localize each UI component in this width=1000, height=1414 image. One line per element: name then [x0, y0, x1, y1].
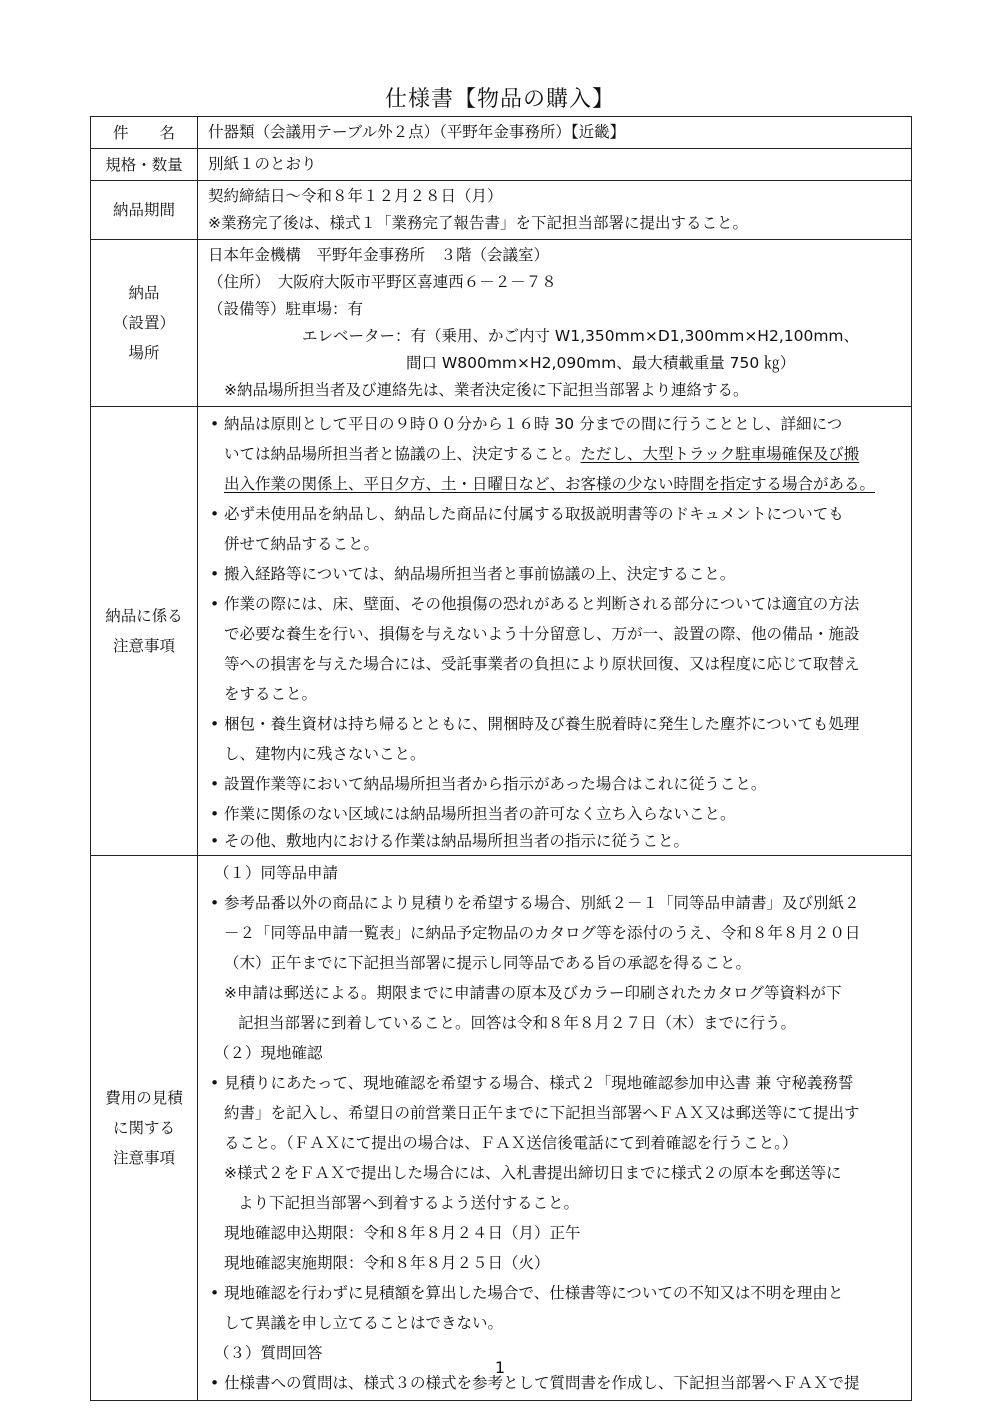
table-row [91, 181, 912, 240]
place-line: ※納品場所担当者及び連絡先は、業者決定後に下記担当部署より連絡する。 [224, 381, 749, 399]
label-estimate-3: 注意事項 [112, 1149, 175, 1167]
place-line: （住所） 大阪府大阪市平野区喜連西６－２－７８ [208, 273, 557, 291]
label-spec: 規格・数量 [91, 149, 198, 181]
place-line: （設備等）駐車場：有 [208, 300, 364, 318]
label-place-2: （設置） [112, 314, 175, 332]
period-line: 契約締結日～令和８年１２月２８日（月） [208, 187, 503, 205]
label-estimate-1: 費用の見積 [105, 1089, 183, 1107]
page-title: 仕様書【物品の購入】 [384, 87, 615, 112]
label-place-1: 納品 [128, 284, 160, 302]
list-item-cont: 併せて納品すること。 [224, 535, 380, 553]
note: ※申請は郵送による。期限までに申請書の原本及びカラー印刷されたカタログ等資料が下 [224, 984, 842, 1002]
list-item: • 搬入経路等については、納品場所担当者と事前協議の上、決定すること。 [208, 559, 905, 589]
label-delivery-2: 注意事項 [112, 637, 175, 655]
label-estimate [91, 856, 198, 1401]
list-item: • その他、敷地内における作業は納品場所担当者の指示に従うこと。 [208, 829, 905, 853]
place-line: 間口 W800mm×H2,090mm、最大積載重量 750 ㎏） [406, 354, 796, 372]
label-delivery [91, 407, 198, 856]
value-delivery [198, 407, 912, 856]
place-line: エレベーター：有（乗用、かご内寸 W1,350mm×D1,300mm×H2,100mm、 [302, 327, 860, 345]
label-place-3: 場所 [128, 344, 160, 362]
list-item: • 見積りにあたって、現地確認を希望する場合、様式２「現地確認参加申込書 兼 守秘義務誓 [208, 1068, 905, 1098]
deadline-visit: 現地確認実施期限：令和８年８月２５日（火） [224, 1254, 550, 1272]
list-item-cont [208, 469, 905, 499]
spec-table [90, 116, 912, 1401]
list-item-cont: して異議を申し立てることはできない。 [224, 1314, 504, 1332]
section-heading: （１）同等品申請 [214, 864, 339, 882]
list-item: • 納品は原則として平日の９時００分から１６時 30 分までの間に行うこととし、詳細につ [208, 409, 905, 439]
list-item-cont: をすること。 [224, 685, 318, 703]
section-heading: （３）質問回答 [214, 1344, 323, 1362]
list-item-cont: －２「同等品申請一覧表」に納品予定物品のカタログ等を添付のうえ、令和８年８月２０日 [224, 924, 861, 942]
underlined-text: 出入作業の関係上、平日夕方、土・日曜日など、お客様の少ない時間を指定する場合がある。 [224, 475, 876, 493]
list-item: • 作業に関係のない区域には納品場所担当者の許可なく立ち入らないこと。 [208, 799, 905, 829]
value-place [198, 240, 912, 407]
spec-text: 別紙１のとおり [208, 155, 317, 173]
list-item: • 作業の際には、床、壁面、その他損傷の恐れがあると判断される部分については適宜の方法 [208, 589, 905, 619]
underlined-text: ただし、大型トラック駐車場確保及び搬 [580, 445, 860, 463]
label-place [91, 240, 198, 407]
list-item: • 現地確認を行わずに見積額を算出した場合で、仕様書等についての不知又は不明を理由と [208, 1278, 905, 1308]
label-delivery-1: 納品に係る [105, 607, 183, 625]
label-name: 件 名 [91, 117, 198, 149]
list-item-cont: 等への損害を与えた場合には、受託事業者の負担により原状回復、又は程度に応じて取替え [224, 655, 860, 673]
place-line: 日本年金機構 平野年金事務所 ３階（会議室） [208, 246, 550, 264]
list-item-cont: し、建物内に残さないこと。 [224, 745, 426, 763]
list-item-cont: （木）正午までに下記担当部署に提示し同等品である旨の承認を得ること。 [224, 954, 752, 972]
table-row [91, 407, 912, 856]
deadline-apply: 現地確認申込期限：令和８年８月２４日（月）正午 [224, 1224, 581, 1242]
item-name-text: 什器類（会議用テーブル外２点）（平野年金事務所）【近畿】 [208, 123, 626, 141]
label-period: 納品期間 [91, 181, 198, 240]
section-heading: （２）現地確認 [214, 1044, 323, 1062]
period-note: ※業務完了後は、様式１「業務完了報告書」を下記担当部署に提出すること。 [208, 214, 748, 232]
value-spec [198, 149, 912, 181]
list-item: • 設置作業等において納品場所担当者から指示があった場合はこれに従うこと。 [208, 769, 905, 799]
note-cont: より下記担当部署へ到着するよう送付すること。 [238, 1194, 580, 1212]
value-period [198, 181, 912, 240]
label-estimate-2: に関する [112, 1119, 175, 1137]
value-estimate [198, 856, 912, 1401]
list-item: • 参考品番以外の商品により見積りを希望する場合、別紙２－１「同等品申請書」及び別紙２ [208, 888, 905, 918]
list-item-cont [208, 439, 905, 469]
list-item: • 仕様書への質問は、様式３の様式を参考として質問書を作成し、下記担当部署へＦＡＸで提 [208, 1368, 905, 1398]
note-cont: 記担当部署に到着していること。回答は令和８年８月２７日（木）までに行う。 [238, 1014, 797, 1032]
list-item: • 梱包・養生資材は持ち帰るとともに、開梱時及び養生脱着時に発生した塵芥についても処理 [208, 709, 905, 739]
value-name [198, 117, 912, 149]
list-item-text: いては納品場所担当者と協議の上、決定すること。 [224, 445, 581, 463]
table-row [91, 117, 912, 149]
list-item-cont: ること。（ＦＡＸにて提出の場合は、ＦＡＸ送信後電話にて到着確認を行うこと。） [224, 1134, 798, 1152]
list-item: • 必ず未使用品を納品し、納品した商品に付属する取扱説明書等のドキュメントについても [208, 499, 905, 529]
page-number: 1 [494, 1358, 506, 1377]
table-row [91, 240, 912, 407]
table-row [91, 856, 912, 1401]
note: ※様式２をＦＡＸで提出した場合には、入札書提出締切日までに様式２の原本を郵送等に [224, 1164, 842, 1182]
table-row [91, 149, 912, 181]
list-item-cont: 約書」を記入し、希望日の前営業日正午までに下記担当部署へＦＡＸ又は郵送等にて提出す [224, 1104, 860, 1122]
list-item-cont: で必要な養生を行い、損傷を与えないよう十分留意し、万が一、設置の際、他の備品・施設 [224, 625, 860, 643]
